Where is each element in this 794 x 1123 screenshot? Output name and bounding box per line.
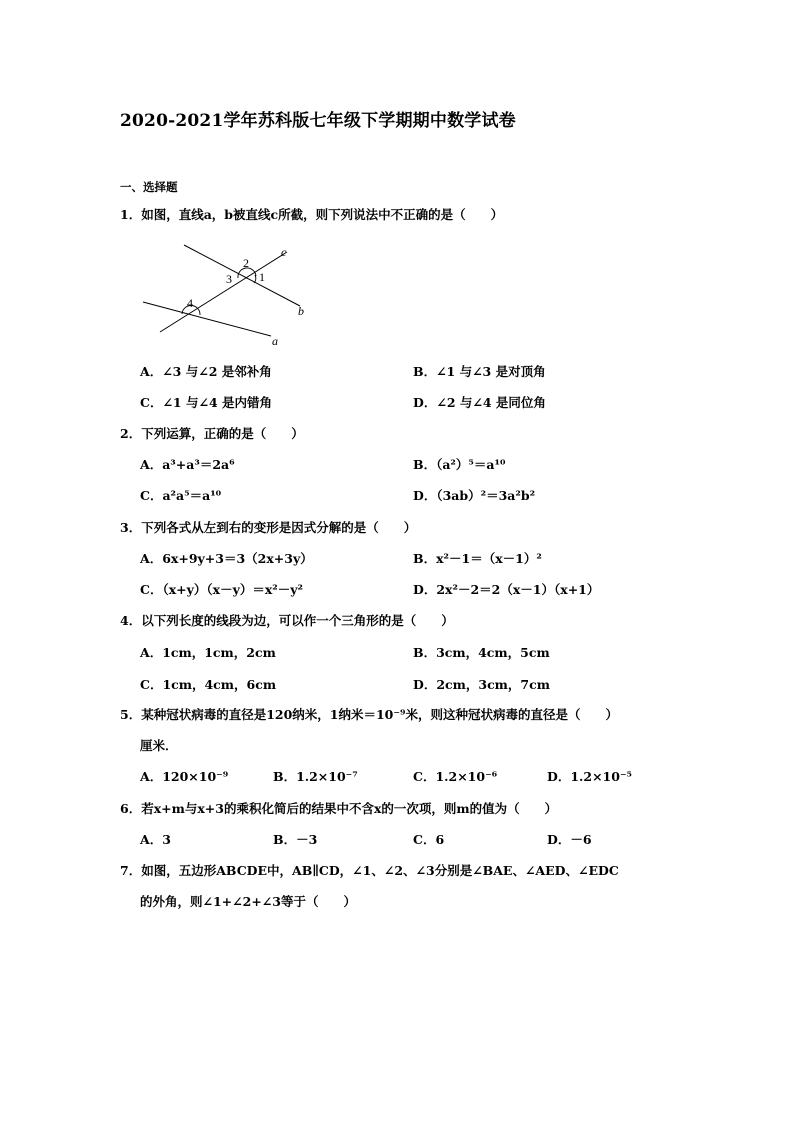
label-c: c	[281, 245, 287, 259]
q6-option-a: A．3	[140, 832, 171, 847]
question-7-text-cont: 的外角，则∠1+∠2+∠3等于（ ）	[140, 894, 356, 909]
q4-option-a: A．1cm，1cm，2cm	[140, 645, 276, 660]
q1-option-d: D．∠2 与∠4 是同位角	[413, 395, 546, 410]
label-a: a	[272, 334, 278, 348]
q6-option-c: C．6	[413, 832, 445, 847]
q3-option-a: A．6x+9y+3＝3（2x+3y）	[140, 551, 313, 566]
q6-option-b: B．－3	[273, 832, 318, 847]
q3-option-b: B．x²－1＝（x－1）²	[413, 551, 542, 566]
q4-option-c: C．1cm，4cm，6cm	[140, 677, 277, 692]
q3-option-d: D．2x²－2＝2（x－1）（x+1）	[413, 582, 600, 597]
q4-option-d: D．2cm，3cm，7cm	[413, 677, 550, 692]
page-title: 2020-2021学年苏科版七年级下学期期中数学试卷	[120, 111, 516, 131]
q2-option-b: B．（a²）⁵＝a¹⁰	[413, 457, 506, 472]
question-4-text: 4．以下列长度的线段为边，可以作一个三角形的是（ ）	[120, 613, 454, 628]
label-b: b	[298, 304, 304, 318]
section-heading: 一、选择题	[120, 180, 178, 194]
label-2: 2	[243, 256, 249, 270]
label-1: 1	[259, 270, 265, 284]
q1-option-c: C．∠1 与∠4 是内错角	[140, 395, 272, 410]
question-1-text	[120, 208, 503, 222]
q2-option-c: C．a²a⁵＝a¹⁰	[140, 488, 222, 503]
q3-option-c: C．（x+y）（x－y）＝x²－y²	[140, 582, 304, 597]
q2-option-a: A．a³+a³＝2a⁶	[140, 457, 235, 472]
q5-option-d: D．1.2×10⁻⁵	[547, 769, 633, 784]
q6-option-d: D．－6	[547, 832, 592, 847]
question-6-text: 6．若x+m与x+3的乘积化简后的结果中不含x的一次项，则m的值为（ ）	[120, 801, 558, 816]
line-c	[160, 252, 287, 332]
question-1-number: 1．	[120, 207, 142, 222]
question-2-text: 2．下列运算，正确的是（ ）	[120, 426, 304, 441]
label-4: 4	[187, 296, 193, 310]
q5-option-a: A．120×10⁻⁹	[140, 769, 229, 784]
q1-option-b: B．∠1 与∠3 是对顶角	[413, 364, 546, 379]
q1-option-a: A．∠3 与∠2 是邻补角	[140, 364, 272, 379]
question-5-text: 5．某种冠状病毒的直径是120纳米，1纳米＝10⁻⁹米，则这种冠状病毒的直径是（ ）	[120, 707, 618, 722]
q5-option-c: C．1.2×10⁻⁶	[413, 769, 498, 784]
question-5-text-cont: 厘米．	[140, 738, 178, 753]
question-1-figure	[135, 238, 315, 350]
question-7-text: 7．如图，五边形ABCDE中，AB∥CD，∠1、∠2、∠3分别是∠BAE、∠AED、∠EDC	[120, 863, 619, 878]
q2-option-d: D．（3ab）²＝3a²b²	[413, 488, 536, 503]
q4-option-b: B．3cm，4cm，5cm	[413, 645, 550, 660]
question-1-stem: 如图，直线a，b被直线c所截，则下列说法中不正确的是（ ）	[141, 207, 504, 222]
q5-option-b: B．1.2×10⁻⁷	[273, 769, 358, 784]
label-3: 3	[226, 272, 232, 286]
question-3-text: 3．下列各式从左到右的变形是因式分解的是（ ）	[120, 520, 417, 535]
